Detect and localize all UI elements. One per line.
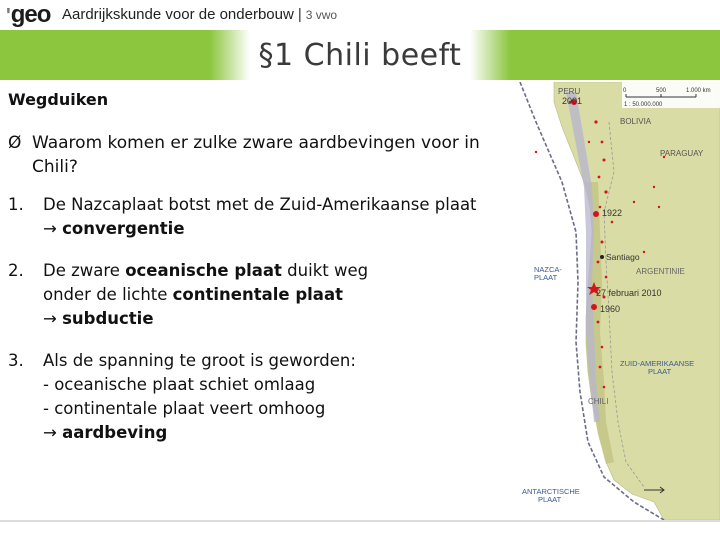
question-bullet <box>8 131 513 179</box>
label-nazca-1: NAZCA- <box>534 265 562 274</box>
term-subductie: subductie <box>62 309 154 328</box>
label-antarctische: ANTARCTISCHE <box>522 487 580 496</box>
list-item <box>8 349 513 445</box>
term-convergentie: convergentie <box>62 219 185 238</box>
scale-ratio: 1 : 50.000.000 <box>624 102 663 108</box>
item-number: 3. <box>8 351 24 370</box>
label-za-plaat: PLAAT <box>648 367 672 376</box>
label-argentinie: ARGENTINIE <box>636 267 685 276</box>
arrow-icon: → <box>43 219 57 238</box>
geo-logo: 'geo <box>6 1 51 28</box>
item-number: 1. <box>8 195 24 214</box>
label-bolivia: BOLIVIA <box>620 117 652 126</box>
label-nazca-2: PLAAT <box>534 273 558 282</box>
arrow-icon: → <box>43 309 57 328</box>
slide-content <box>8 90 513 463</box>
scale-500: 500 <box>656 88 667 94</box>
label-zuid-amerikaanse: ZUID-AMERIKAANSE <box>620 359 695 368</box>
arrow-icon: → <box>43 423 57 442</box>
item-text: De Nazcaplaat botst met de Zuid-Amerikaanse plaat <box>43 195 477 214</box>
list-item <box>8 193 513 241</box>
arrow-bullet-icon: Ø <box>8 133 22 153</box>
map-scale-bar <box>622 82 720 108</box>
label-peru: PERU <box>558 87 581 96</box>
item-text: De zware <box>43 261 126 280</box>
slide-title: §1 Chili beeft <box>258 38 462 73</box>
header-bar <box>0 0 720 30</box>
footer-divider <box>0 520 720 522</box>
item-text: onder de lichte <box>43 285 173 304</box>
santiago-marker <box>600 255 604 259</box>
item-text: - continentale plaat veert omhoog <box>43 399 326 418</box>
term-aardbeving: aardbeving <box>62 423 168 442</box>
course-subtitle: Aardrijkskunde voor de onderbouw | 3 vwo <box>62 6 338 23</box>
level-text: 3 vwo <box>305 8 338 22</box>
label-2001: 2001 <box>562 96 583 106</box>
quake-1960-marker <box>591 304 597 310</box>
scale-0: 0 <box>623 88 627 94</box>
quake-1922-marker <box>593 211 599 217</box>
subtitle-text: Aardrijkskunde voor de onderbouw <box>62 6 294 23</box>
section-heading: Wegduiken <box>8 90 109 109</box>
item-number: 2. <box>8 261 24 280</box>
label-27-feb-2010: 27 februari 2010 <box>596 288 662 298</box>
label-chili: CHILI <box>588 397 609 406</box>
item-text: - oceanische plaat schiet omlaag <box>43 375 316 394</box>
label-1922: 1922 <box>602 208 623 218</box>
list-item <box>8 259 513 331</box>
term-oceanische-plaat: oceanische plaat <box>125 261 282 280</box>
label-santiago: Santiago <box>606 252 640 262</box>
chile-plate-map <box>514 82 720 520</box>
item-text: Als de spanning te groot is geworden: <box>43 351 356 370</box>
label-1960: 1960 <box>600 304 621 314</box>
label-ant-plaat: PLAAT <box>538 495 562 504</box>
term-continentale-plaat: continentale plaat <box>172 285 343 304</box>
label-paraguay: PARAGUAY <box>660 149 704 158</box>
item-text: duikt weg <box>281 261 369 280</box>
scale-1000: 1.000 km <box>686 88 711 94</box>
question-text: Waarom komen er zulke zware aardbevingen voor in Chili? <box>32 133 480 177</box>
